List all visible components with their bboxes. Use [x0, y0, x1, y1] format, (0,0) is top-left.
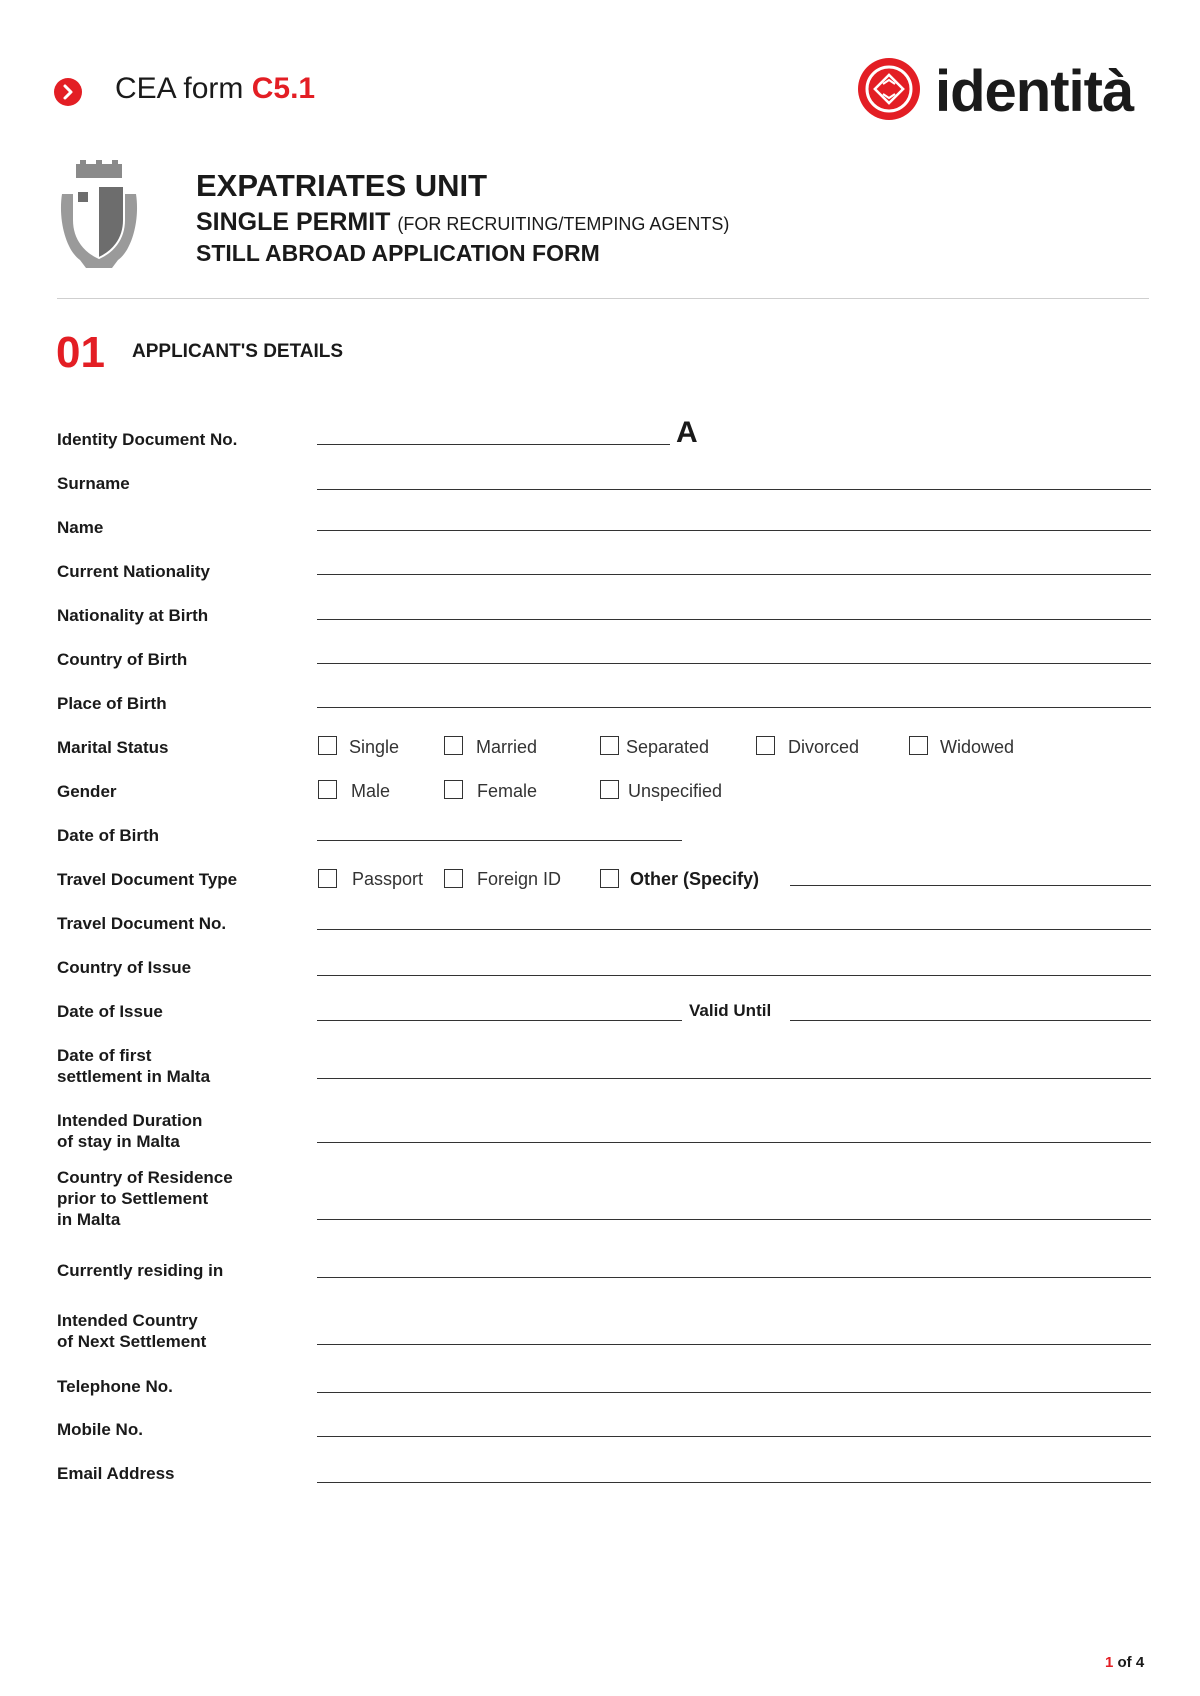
form-code [115, 72, 315, 106]
marital-single-option: Single [349, 737, 400, 757]
permit-note: (FOR RECRUITING/TEMPING AGENTS) [397, 214, 730, 234]
valid-until-label: Valid Until [689, 1001, 772, 1020]
header-divider [57, 298, 1149, 299]
next-settlement-field[interactable] [317, 1344, 1151, 1345]
chevron-right-icon [54, 78, 82, 106]
marital-status-label: Marital Status [57, 738, 169, 757]
nationality-at-birth-label: Nationality at Birth [57, 606, 209, 625]
first-settlement-label-line1: Date of first [57, 1046, 152, 1065]
travel-foreign-id-option: Foreign ID [477, 869, 562, 889]
travel-foreign-id-checkbox[interactable] [444, 869, 463, 888]
form-prefix: CEA form [115, 72, 244, 105]
first-settlement-label-line2: settlement in Malta [57, 1067, 211, 1086]
title-unit: EXPATRIATES UNIT [196, 168, 488, 203]
country-of-birth-label: Country of Birth [57, 650, 188, 669]
name-label: Name [57, 518, 104, 537]
intended-duration-label [57, 1110, 202, 1152]
valid-until-field[interactable] [790, 1020, 1151, 1021]
identity-document-suffix: A [676, 416, 698, 449]
next-settlement-label-line2: of Next Settlement [57, 1332, 207, 1351]
date-of-issue-label: Date of Issue [57, 1002, 163, 1021]
travel-other-specify-field[interactable] [790, 885, 1151, 886]
country-of-issue-label: Country of Issue [57, 958, 192, 977]
travel-document-type-label: Travel Document Type [57, 870, 238, 889]
marital-separated-option: Separated [626, 737, 710, 757]
page-current: 1 [1105, 1654, 1114, 1671]
travel-other-checkbox[interactable] [600, 869, 619, 888]
page-number [1105, 1654, 1144, 1671]
gender-male-checkbox[interactable] [318, 780, 337, 799]
gender-unspecified-checkbox[interactable] [600, 780, 619, 799]
marital-single-checkbox[interactable] [318, 736, 337, 755]
travel-document-no-label: Travel Document No. [57, 914, 227, 933]
date-of-birth-field[interactable] [317, 840, 682, 841]
marital-married-checkbox[interactable] [444, 736, 463, 755]
page-total: of 4 [1113, 1654, 1145, 1671]
current-nationality-label: Current Nationality [57, 562, 211, 581]
marital-married-option: Married [476, 737, 538, 757]
title-permit [196, 208, 729, 237]
mobile-no-label: Mobile No. [57, 1420, 143, 1439]
surname-label: Surname [57, 474, 130, 493]
gender-female-checkbox[interactable] [444, 780, 463, 799]
section-number: 01 [56, 328, 105, 377]
gender-unspecified-option: Unspecified [628, 781, 723, 801]
prior-residence-field[interactable] [317, 1219, 1151, 1220]
identity-document-no-label: Identity Document No. [57, 430, 238, 449]
next-settlement-label-line1: Intended Country [57, 1311, 198, 1330]
next-settlement-label [57, 1310, 206, 1352]
gender-label: Gender [57, 782, 117, 801]
brand-name: identità [935, 59, 1134, 124]
travel-passport-checkbox[interactable] [318, 869, 337, 888]
first-settlement-label [57, 1045, 210, 1087]
telephone-no-label: Telephone No. [57, 1377, 173, 1396]
mobile-no-field[interactable] [317, 1436, 1151, 1437]
email-address-field[interactable] [317, 1482, 1151, 1483]
marital-separated-checkbox[interactable] [600, 736, 619, 755]
place-of-birth-field[interactable] [317, 707, 1151, 708]
name-field[interactable] [317, 530, 1151, 531]
telephone-no-field[interactable] [317, 1392, 1151, 1393]
marital-widowed-checkbox[interactable] [909, 736, 928, 755]
country-of-birth-field[interactable] [317, 663, 1151, 664]
current-nationality-field[interactable] [317, 574, 1151, 575]
marital-widowed-option: Widowed [940, 737, 1015, 757]
nationality-at-birth-field[interactable] [317, 619, 1151, 620]
country-of-issue-field[interactable] [317, 975, 1151, 976]
gender-female-option: Female [477, 781, 538, 801]
date-of-issue-field[interactable] [317, 1020, 682, 1021]
malta-crest-icon [56, 160, 142, 270]
marital-divorced-checkbox[interactable] [756, 736, 775, 755]
prior-residence-label-line2: prior to Settlement [57, 1189, 209, 1208]
prior-residence-label [57, 1167, 233, 1230]
prior-residence-label-line1: Country of Residence [57, 1168, 233, 1187]
section-title: APPLICANT'S DETAILS [132, 341, 344, 362]
form-code-number: C5.1 [251, 72, 316, 105]
travel-document-no-field[interactable] [317, 929, 1151, 930]
travel-passport-option: Passport [352, 869, 424, 889]
email-address-label: Email Address [57, 1464, 175, 1483]
surname-field[interactable] [317, 489, 1151, 490]
date-of-birth-label: Date of Birth [57, 826, 159, 845]
gender-male-option: Male [351, 781, 391, 801]
place-of-birth-label: Place of Birth [57, 694, 167, 713]
identita-logo-icon [856, 56, 922, 122]
intended-duration-field[interactable] [317, 1142, 1151, 1143]
travel-other-option: Other (Specify) [630, 869, 760, 889]
prior-residence-label-line3: in Malta [57, 1210, 121, 1229]
currently-residing-field[interactable] [317, 1277, 1151, 1278]
title-form: STILL ABROAD APPLICATION FORM [196, 240, 600, 266]
intended-duration-label-line2: of stay in Malta [57, 1132, 180, 1151]
marital-divorced-option: Divorced [788, 737, 860, 757]
intended-duration-label-line1: Intended Duration [57, 1111, 203, 1130]
currently-residing-label: Currently residing in [57, 1261, 224, 1280]
first-settlement-field[interactable] [317, 1078, 1151, 1079]
identity-document-no-field[interactable] [317, 444, 670, 445]
permit-name: SINGLE PERMIT [196, 208, 391, 236]
